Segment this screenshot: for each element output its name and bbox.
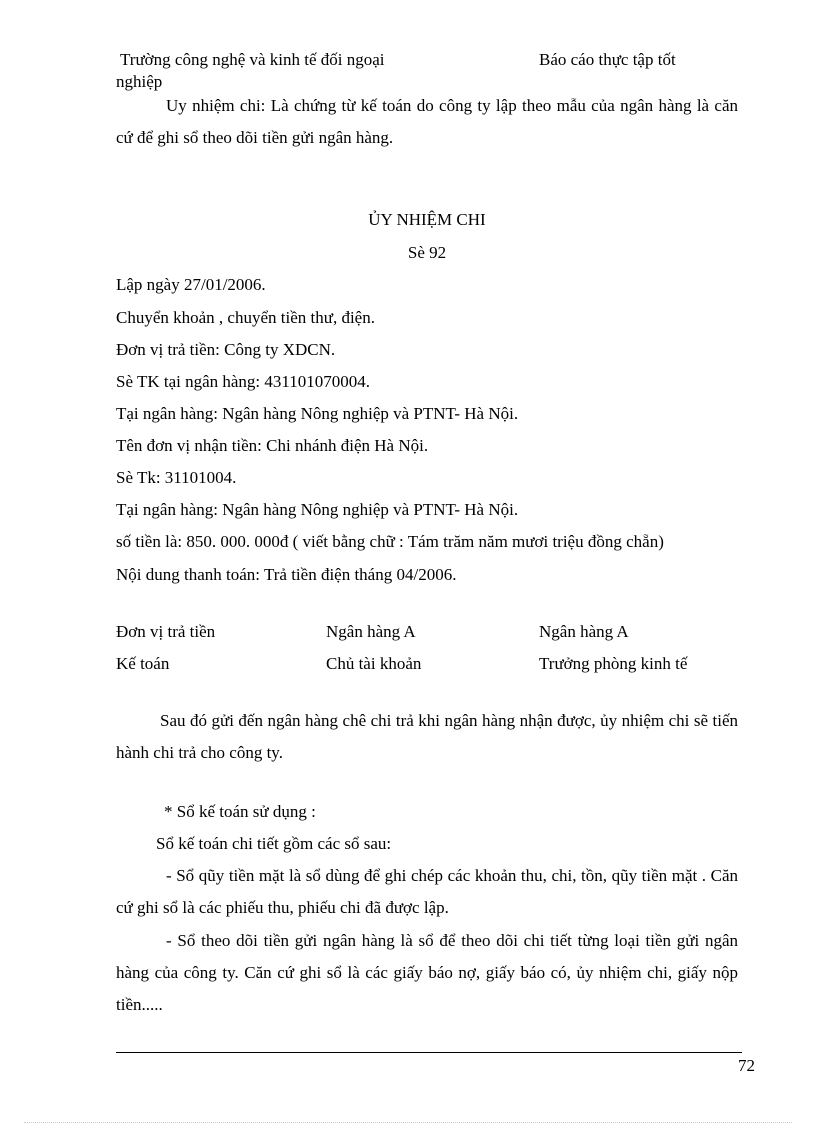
form-line-payee-bank: Tại ngân hàng: Ngân hàng Nông nghiệp và PTNT- Hà Nội. — [116, 500, 519, 519]
form-line-date: Lập ngày 27/01/2006. — [116, 275, 266, 294]
form-number: Sè 92 — [407, 243, 447, 262]
after-form-text: Sau đó gửi đến ngân hàng chê chi trả khi ngân hàng nhận được, ủy nhiệm chi sẽ tiến hành chi trả cho công ty. — [116, 711, 738, 762]
header-report-title: Báo cáo thực tập tốt — [539, 50, 676, 69]
signature-accountant: Kế toán — [116, 654, 170, 673]
form-line-payee: Tên đơn vị nhận tiền: Chi nhánh điện Hà Nội. — [116, 436, 429, 455]
signature-account-owner: Chủ tài khoản — [326, 654, 422, 673]
form-line-transfer: Chuyển khoản , chuyển tiền thư, điện. — [116, 308, 375, 327]
after-form-paragraph — [116, 705, 738, 769]
books-item-bank-text: - Sổ theo dõi tiền gửi ngân hàng là sổ để theo dõi chi tiết từng loại tiền gửi ngân hàng của công ty. Căn cứ ghi sổ là các giấy báo nợ, giấy báo có, ủy nhiệm chi, giấy nộp tiền..... — [116, 931, 738, 1014]
header-left-line2: nghiệp — [116, 72, 163, 91]
form-title: ỦY NHIỆM CHI — [368, 210, 486, 229]
header-school-name — [116, 49, 385, 93]
signature-head-economics: Trưởng phòng kinh tế — [539, 654, 688, 673]
books-heading: * Sổ kế toán sử dụng : — [164, 802, 316, 821]
books-item-bank — [116, 925, 738, 1021]
page-number: 72 — [738, 1056, 755, 1075]
form-line-payer-account: Sè TK tại ngân hàng: 431101070004. — [116, 372, 371, 391]
form-line-payer-bank: Tại ngân hàng: Ngân hàng Nông nghiệp và PTNT- Hà Nội. — [116, 404, 519, 423]
signature-bank-a-2: Ngân hàng A — [539, 622, 629, 641]
form-line-amount: số tiền là: 850. 000. 000đ ( viết bằng chữ : Tám trăm năm mươi triệu đồng chẵn) — [116, 532, 664, 551]
books-item-cash — [116, 860, 738, 924]
form-line-payee-account: Sè Tk: 31101004. — [116, 468, 237, 487]
books-item-cash-text: - Sổ qũy tiền mặt là sổ dùng để ghi chép các khoản thu, chi, tồn, qũy tiền mặt . Căn cứ ghi sổ là các phiếu thu, phiếu chi đã được lập. — [116, 866, 738, 917]
intro-paragraph — [116, 90, 738, 154]
form-line-payer: Đơn vị trả tiền: Công ty XDCN. — [116, 340, 336, 359]
signature-bank-a-1: Ngân hàng A — [326, 622, 416, 641]
signature-payer: Đơn vị trả tiền — [116, 622, 216, 641]
form-line-content: Nội dung thanh toán: Trả tiền điện tháng 04/2006. — [116, 565, 457, 584]
footer-rule — [116, 1052, 742, 1053]
header-left-line1: Trường công nghệ và kinh tế đối ngoại — [120, 50, 385, 69]
intro-text: Uy nhiệm chi: Là chứng từ kế toán do công ty lập theo mẫu của ngân hàng là căn cứ để ghi sổ theo dõi tiền gửi ngân hàng. — [116, 96, 738, 147]
books-subheading: Sổ kế toán chi tiết gồm các sổ sau: — [156, 834, 392, 853]
